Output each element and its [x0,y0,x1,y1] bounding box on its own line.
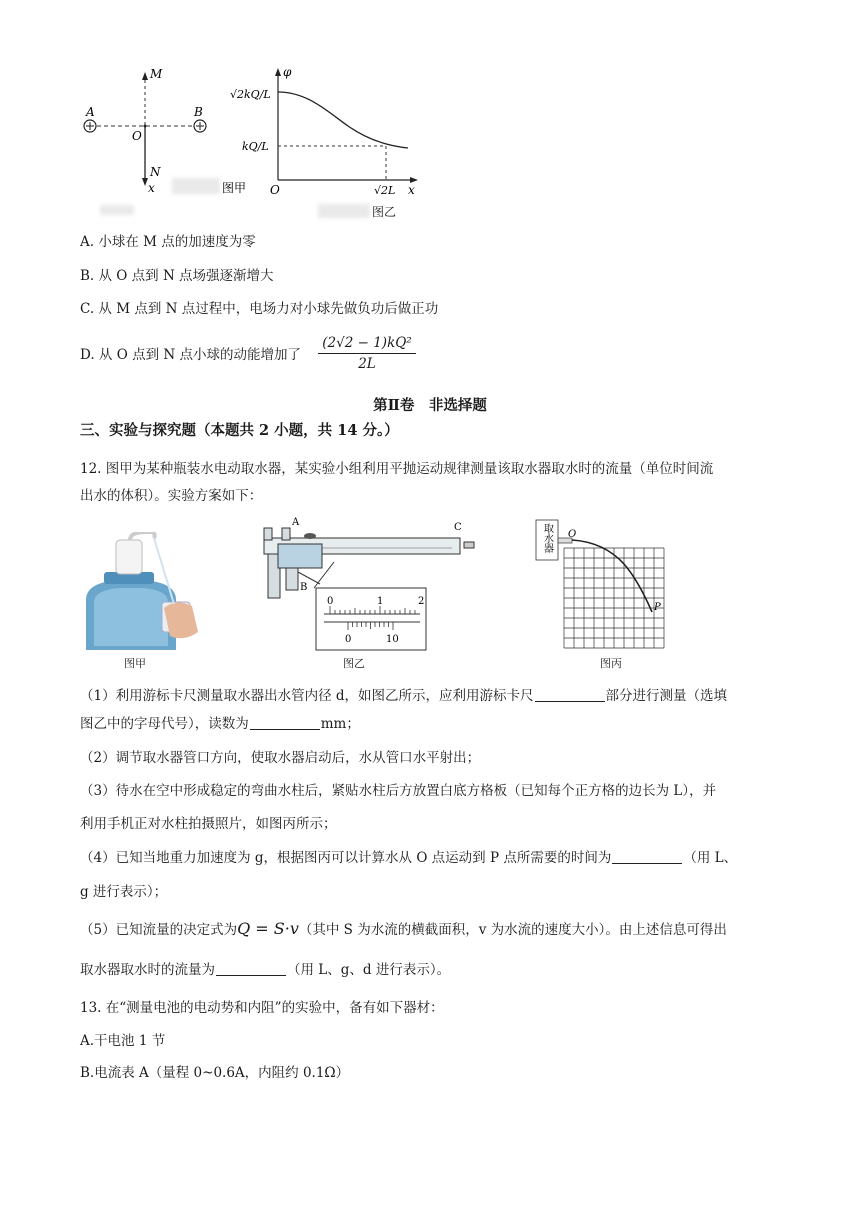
q12-step3-line2: 利用手机正对水柱拍摄照片，如图丙所示； [80,816,337,832]
axis-x-label: x [408,183,415,197]
figure-bing-grid [534,516,674,654]
device-label: 取水器 [541,523,553,553]
step1-text-d: mm； [320,716,360,732]
section-title: 第Ⅱ卷 非选择题 [373,397,487,414]
fraction-denominator: 2L [358,356,376,372]
step1-text-c: 图乙中的字母代号），读数为 [80,716,249,732]
step5-text-b: （其中 S 为水流的横截面积，v 为水流的速度大小）。由上述信息可得出 [298,922,727,938]
q12-step4-line2: g 进行表示）； [80,884,168,900]
tick-x: √2L [374,184,396,197]
label-B: B [194,105,203,119]
tick-mid: kQ/L [242,140,269,153]
step1-text-b: 部分进行测量（选填 [605,688,728,704]
q13-intro: 13. 在“测量电池的电动势和内阻”的实验中，备有如下器材： [80,1000,444,1016]
caliper-label-A: A [292,517,300,528]
option-d-fraction [318,334,416,373]
caliper-label-C: C [454,522,462,533]
q12-step1-line1 [80,686,727,706]
q12-intro-line1: 12. 图甲为某种瓶装水电动取水器，某实验小组利用平抛运动规律测量该取水器取水时的流量（单位时间流 [80,461,714,477]
step1-text-a: （1）利用游标卡尺测量取水器出水管内径 d，如图乙所示，应利用游标卡尺 [80,688,534,704]
caption-fig-jia-q12: 图甲 [124,657,146,670]
watermark-blur [318,204,370,218]
step4-text-b: （用 L、 [683,850,738,866]
step5-text-d: （用 L、g、d 进行表示）。 [287,962,451,978]
q13-item-b: B.电流表 A（量程 0~0.6A，内阻约 0.1Ω） [80,1065,350,1081]
caption-fig-yi: 图乙 [372,205,397,219]
q12-step5-line2 [80,960,450,980]
q12-step3-line1: （3）待水在空中形成稳定的弯曲水柱后，紧贴水柱后方放置白底方格板（已知每个正方格的边长为 L），并 [80,783,717,799]
option-c: C. 从 M 点到 N 点过程中，电场力对小球先做负功后做正功 [80,301,439,317]
main-scale-2: 2 [418,596,425,607]
label-N: N [150,165,161,179]
fraction-numerator: (2√2 − 1)kQ² [322,335,412,351]
answer-blank-flow[interactable] [216,961,286,976]
figure-jia-dispenser [80,532,204,654]
main-scale-1: 1 [377,596,384,607]
q12-step5-line1 [80,919,727,940]
step4-text-a: （4）已知当地重力加速度为 g，根据图丙可以计算水从 O 点运动到 P 点所需要的时间为 [80,850,612,866]
q13-item-a: A.干电池 1 节 [80,1033,166,1049]
answer-blank-part[interactable] [535,687,605,702]
answer-blank-reading[interactable] [250,715,320,730]
caption-fig-bing-q12: 图丙 [600,657,622,670]
q12-step1-line2 [80,714,360,734]
caption-fig-jia: 图甲 [222,181,247,195]
figure-yi-potential-graph [228,62,428,212]
caption-fig-yi-q12: 图乙 [343,657,365,670]
axis-y-phi: φ [283,65,292,79]
label-O: O [132,129,142,143]
label-A: A [86,105,95,119]
label-x-fig1: x [148,181,155,195]
fraction-bar [318,353,416,354]
q12-step4-line1 [80,848,737,868]
option-d: D. 从 O 点到 N 点小球的动能增加了 [80,347,301,363]
q12-intro-line2: 出水的体积）。实验方案如下： [80,488,263,504]
answer-blank-time[interactable] [612,849,682,864]
vernier-10: 10 [386,634,399,645]
grid-lines [564,548,664,648]
vernier-0: 0 [345,634,352,645]
label-M: M [150,67,163,81]
origin-O: O [270,183,280,197]
tick-top: √2kQ/L [230,88,271,101]
option-b: B. 从 O 点到 N 点场强逐渐增大 [80,268,274,284]
q12-step2: （2）调节取水器管口方向，使取水器启动后，水从管口水平射出； [80,750,481,766]
option-a: A. 小球在 M 点的加速度为零 [80,234,256,250]
caliper-label-B: B [300,582,308,593]
step5-text-c: 取水器取水时的流量为 [80,962,215,978]
watermark-blur [172,178,220,194]
section3-title: 三、实验与探究题（本题共 2 小题，共 14 分。） [80,422,399,439]
grid-label-O: O [568,529,577,540]
step5-text-a: （5）已知流量的决定式为 [80,922,238,938]
step5-formula: Q = S·v [237,919,299,938]
figure-yi-caliper [240,514,480,654]
watermark-blur [100,205,134,215]
main-scale-0: 0 [327,596,334,607]
grid-label-P: P [654,602,661,613]
